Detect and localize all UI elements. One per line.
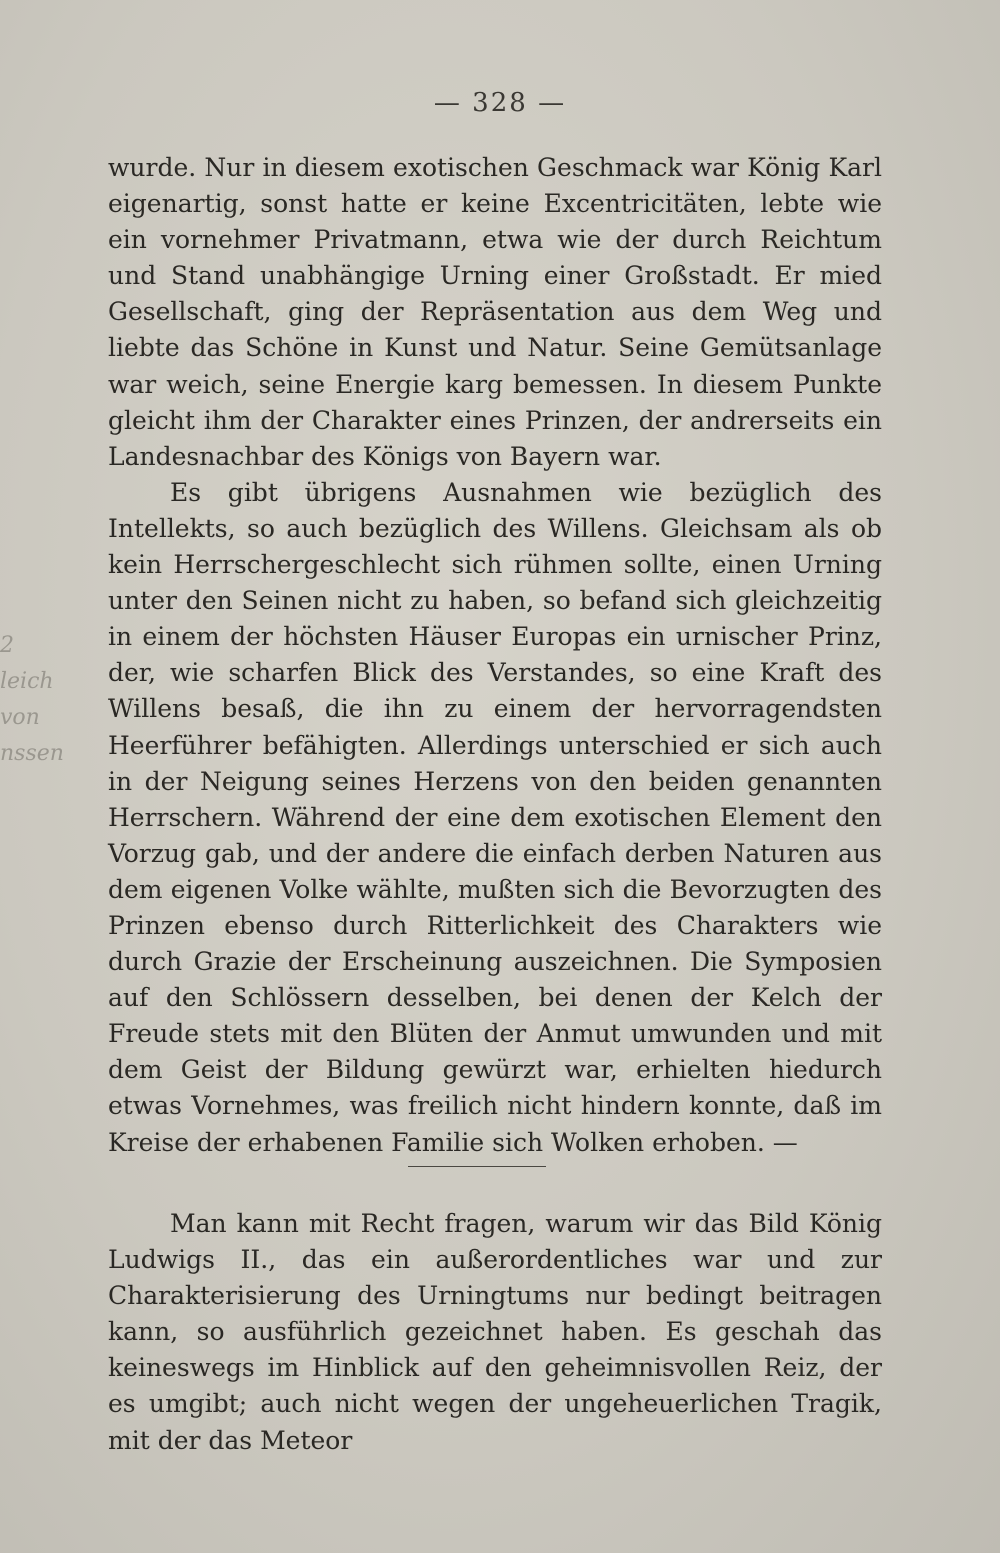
margin-note: nssen xyxy=(0,741,64,766)
main-text-block xyxy=(108,150,882,1161)
margin-annotations xyxy=(0,628,92,772)
paragraph-continued: wurde. Nur in diesem exotischen Geschmack war König Karl eigenartig, sonst hatte er keine Excentricitäten, lebte wie ein vornehmer Privatmann, etwa wie der durch Reichtum und Stand unabhängige Urning einer Großstadt. Er mied Gesellschaft, ging der Repräsentation aus dem Weg und liebte das Schöne in Kunst und Natur. Seine Gemütsanlage war weich, seine Energie karg bemessen. In diesem Punkte gleicht ihm der Charakter eines Prinzen, der andrerseits ein Landesnachbar des Königs von Bayern war. xyxy=(108,153,882,471)
margin-note: von xyxy=(0,705,40,730)
paragraph-ludwig: Man kann mit Recht fragen, warum wir das Bild König Ludwigs II., das ein außerordentliches war und zur Charakterisierung des Urningtums nur bedingt beitragen kann, so ausführlich gezeichnet haben. Es geschah das keineswegs im Hinblick auf den geheimnisvollen Reiz, der es umgibt; auch nicht wegen der ungeheuerlichen Tragik, mit der das Meteor xyxy=(108,1209,882,1455)
section-divider xyxy=(408,1166,546,1167)
margin-note: 2 xyxy=(0,633,14,658)
second-text-block xyxy=(108,1206,882,1459)
page-number: — 328 — xyxy=(433,88,567,118)
paragraph-exceptions: Es gibt übrigens Ausnahmen wie bezüglich des Intellekts, so auch bezüglich des Willens. Gleichsam als ob kein Herrschergeschlecht sich rühmen sollte, einen Urning unter den Seinen nicht zu haben, so befand sich gleichzeitig in einem der höchsten Häuser Europas ein urnischer Prinz, der, wie scharfen Blick des Verstandes, so eine Kraft des Willens besaß, die ihn zu einem der hervorragendsten Heerführer befähigten. Allerdings unterschied er sich auch in der Neigung seines Herzens von den beiden genannten Herrschern. Während der eine dem exotischen Element den Vorzug gab, und der andere die einfach derben Naturen aus dem eigenen Volke wählte, mußten sich die Bevorzugten des Prinzen ebenso durch Ritterlichkeit des Charakters wie durch Grazie der Erscheinung auszeichnen. Die Symposien auf den Schlössern desselben, bei denen der Kelch der Freude stets mit den Blüten der Anmut umwunden und mit dem Geist der Bildung gewürzt war, erhielten hiedurch etwas Vornehmes, was freilich nicht hindern konnte, daß im Kreise der erhabenen Familie sich Wolken erhoben. — xyxy=(108,477,882,1157)
margin-note: leich xyxy=(0,669,54,694)
